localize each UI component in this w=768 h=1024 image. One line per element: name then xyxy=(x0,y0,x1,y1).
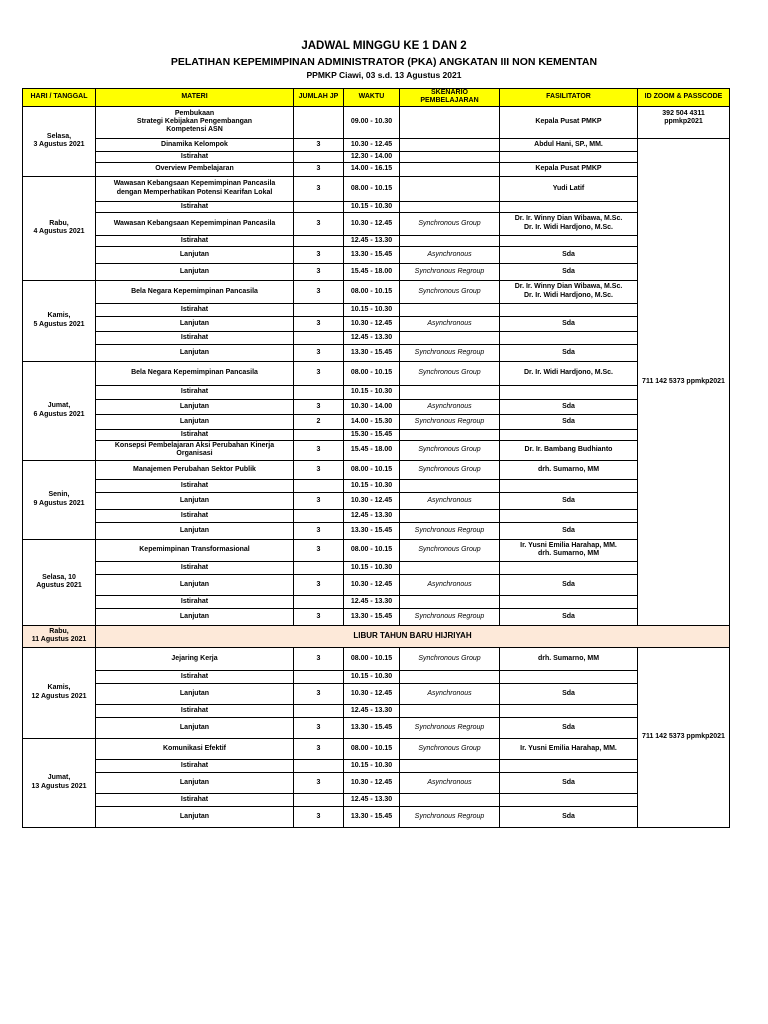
jp-cell xyxy=(294,561,344,574)
document-subtitle: PELATIHAN KEPEMIMPINAN ADMINISTRATOR (PKA) ANGKATAN III NON KEMENTAN xyxy=(170,56,598,68)
materi-cell: Lanjutan xyxy=(96,806,294,827)
materi-cell: Istirahat xyxy=(96,201,294,212)
materi-cell: Lanjutan xyxy=(96,414,294,429)
materi-cell: Manajemen Perubahan Sektor Publik xyxy=(96,460,294,479)
waktu-cell: 10.30 - 12.45 xyxy=(344,683,400,704)
waktu-cell: 14.00 - 16.15 xyxy=(344,162,400,176)
table-row xyxy=(23,806,730,827)
materi-cell: Istirahat xyxy=(96,793,294,806)
jp-cell: 3 xyxy=(294,574,344,595)
fasilitator-cell xyxy=(500,793,638,806)
jp-cell xyxy=(294,303,344,316)
materi-cell: Lanjutan xyxy=(96,246,294,263)
skenario-cell xyxy=(400,704,500,717)
waktu-cell: 12.45 - 13.30 xyxy=(344,331,400,344)
jp-cell xyxy=(294,670,344,683)
fasilitator-cell: Sda xyxy=(500,683,638,704)
fasilitator-cell xyxy=(500,595,638,608)
jp-cell: 3 xyxy=(294,280,344,303)
skenario-cell: Synchronous Group xyxy=(400,539,500,561)
skenario-cell: Synchronous Regroup xyxy=(400,263,500,280)
waktu-cell: 08.00 - 10.15 xyxy=(344,738,400,759)
jp-cell xyxy=(294,106,344,138)
skenario-cell xyxy=(400,385,500,399)
day-cell xyxy=(23,539,96,625)
skenario-cell: Asynchronous xyxy=(400,574,500,595)
day-date: 6 Agustus 2021 xyxy=(33,410,85,418)
materi-cell: Istirahat xyxy=(96,151,294,162)
jp-cell: 3 xyxy=(294,460,344,479)
fasilitator-cell: Sda xyxy=(500,492,638,509)
waktu-cell: 14.00 - 15.30 xyxy=(344,414,400,429)
jp-cell: 3 xyxy=(294,492,344,509)
table-row xyxy=(23,492,730,509)
col-header-jp: JUMLAH JP xyxy=(294,89,344,107)
table-row xyxy=(23,479,730,492)
table-row xyxy=(23,574,730,595)
waktu-cell: 13.30 - 15.45 xyxy=(344,344,400,361)
fasilitator-cell: drh. Sumarno, MM xyxy=(500,460,638,479)
zoom-cell-merged: 711 142 5373 ppmkp2021 xyxy=(638,647,730,827)
skenario-cell: Synchronous Regroup xyxy=(400,414,500,429)
day-cell xyxy=(23,625,96,647)
waktu-cell: 08.00 - 10.15 xyxy=(344,361,400,385)
materi-cell: Konsepsi Pembelajaran Aksi Perubahan Kinerja Organisasi xyxy=(96,440,294,460)
skenario-cell xyxy=(400,509,500,522)
materi-cell: Dinamika Kelompok xyxy=(96,138,294,151)
col-header-zoom: ID ZOOM & PASSCODE xyxy=(638,89,730,107)
fasilitator-cell: Sda xyxy=(500,574,638,595)
fasilitator-cell: Sda xyxy=(500,522,638,539)
table-row xyxy=(23,151,730,162)
jp-cell: 3 xyxy=(294,440,344,460)
materi-cell: Istirahat xyxy=(96,759,294,772)
fasilitator-cell xyxy=(500,759,638,772)
day-name: Senin, xyxy=(48,491,70,499)
waktu-cell: 10.15 - 10.30 xyxy=(344,201,400,212)
skenario-cell: Synchronous Group xyxy=(400,460,500,479)
table-row xyxy=(23,331,730,344)
fasilitator-cell: Ir. Yusni Emilia Harahap, MM. drh. Sumarno, MM xyxy=(500,539,638,561)
day-name: Selasa, xyxy=(46,132,72,140)
document-location: PPMKP Ciawi, 03 s.d. 13 Agustus 2021 xyxy=(306,70,462,80)
table-row xyxy=(23,772,730,793)
waktu-cell: 12.45 - 13.30 xyxy=(344,235,400,246)
skenario-cell: Asynchronous xyxy=(400,246,500,263)
waktu-cell: 08.00 - 10.15 xyxy=(344,647,400,670)
table-row xyxy=(23,595,730,608)
materi-cell: Istirahat xyxy=(96,595,294,608)
day-name: Selasa, 10 xyxy=(42,573,76,581)
waktu-cell: 10.15 - 10.30 xyxy=(344,303,400,316)
day-name: Jumat, xyxy=(47,774,71,782)
skenario-cell: Synchronous Group xyxy=(400,647,500,670)
materi-cell: Pembukaan Strategi Kebijakan Pengembangan Kompetensi ASN xyxy=(96,106,294,138)
jp-cell: 3 xyxy=(294,608,344,625)
jp-cell xyxy=(294,793,344,806)
materi-cell: Istirahat xyxy=(96,704,294,717)
jp-cell: 3 xyxy=(294,316,344,331)
table-row xyxy=(23,460,730,479)
jp-cell: 3 xyxy=(294,806,344,827)
jp-cell: 3 xyxy=(294,717,344,738)
skenario-cell: Asynchronous xyxy=(400,316,500,331)
skenario-cell xyxy=(400,561,500,574)
day-name: Rabu, xyxy=(49,627,69,635)
waktu-cell: 15.30 - 15.45 xyxy=(344,429,400,440)
skenario-cell xyxy=(400,151,500,162)
fasilitator-cell: Sda xyxy=(500,608,638,625)
fasilitator-cell xyxy=(500,303,638,316)
jp-cell xyxy=(294,429,344,440)
table-row xyxy=(23,176,730,201)
materi-cell: Istirahat xyxy=(96,561,294,574)
zoom-passcode: ppmkp2021 xyxy=(664,118,703,126)
materi-cell: Overview Pembelajaran xyxy=(96,162,294,176)
skenario-cell xyxy=(400,201,500,212)
skenario-cell xyxy=(400,595,500,608)
skenario-cell: Synchronous Group xyxy=(400,361,500,385)
day-date: 9 Agustus 2021 xyxy=(33,499,85,507)
waktu-cell: 12.45 - 13.30 xyxy=(344,509,400,522)
col-header-waktu: WAKTU xyxy=(344,89,400,107)
materi-cell: Lanjutan xyxy=(96,344,294,361)
jp-cell: 3 xyxy=(294,344,344,361)
fasilitator-cell: Sda xyxy=(500,772,638,793)
jp-cell xyxy=(294,704,344,717)
materi-cell: Lanjutan xyxy=(96,399,294,414)
fasilitator-cell: Ir. Yusni Emilia Harahap, MM. xyxy=(500,738,638,759)
fasilitator-cell xyxy=(500,429,638,440)
day-cell xyxy=(23,361,96,460)
skenario-cell: Asynchronous xyxy=(400,683,500,704)
fasilitator-cell: Sda xyxy=(500,806,638,827)
skenario-cell xyxy=(400,176,500,201)
waktu-cell: 15.45 - 18.00 xyxy=(344,263,400,280)
jp-cell: 2 xyxy=(294,414,344,429)
jp-cell: 3 xyxy=(294,399,344,414)
materi-cell: Istirahat xyxy=(96,429,294,440)
document-title: JADWAL MINGGU KE 1 DAN 2 xyxy=(301,40,467,52)
fasilitator-cell: Abdul Hani, SP., MM. xyxy=(500,138,638,151)
skenario-cell xyxy=(400,429,500,440)
materi-cell: Lanjutan xyxy=(96,263,294,280)
schedule-table xyxy=(22,88,730,828)
table-row xyxy=(23,385,730,399)
waktu-cell: 13.30 - 15.45 xyxy=(344,608,400,625)
table-row xyxy=(23,414,730,429)
jp-cell: 3 xyxy=(294,263,344,280)
materi-cell: Wawasan Kebangsaan Kepemimpinan Pancasila dengan Memperhatikan Potensi Kearifan Lokal xyxy=(96,176,294,201)
skenario-cell: Asynchronous xyxy=(400,772,500,793)
waktu-cell: 10.30 - 12.45 xyxy=(344,574,400,595)
col-header-hari: HARI / TANGGAL xyxy=(23,89,96,107)
jp-cell xyxy=(294,151,344,162)
waktu-cell: 13.30 - 15.45 xyxy=(344,717,400,738)
fasilitator-cell: Dr. Ir. Winny Dian Wibawa, M.Sc. Dr. Ir. Widi Hardjono, M.Sc. xyxy=(500,280,638,303)
skenario-cell xyxy=(400,106,500,138)
zoom-cell-merged: 711 142 5373 ppmkp2021 xyxy=(638,138,730,625)
table-row xyxy=(23,212,730,235)
jp-cell xyxy=(294,331,344,344)
jp-cell: 3 xyxy=(294,138,344,151)
jp-cell: 3 xyxy=(294,522,344,539)
day-date: Agustus 2021 xyxy=(36,582,82,590)
jp-cell: 3 xyxy=(294,772,344,793)
waktu-cell: 10.30 - 12.45 xyxy=(344,316,400,331)
table-row xyxy=(23,138,730,151)
table-row xyxy=(23,316,730,331)
skenario-cell: Asynchronous xyxy=(400,399,500,414)
jp-cell: 3 xyxy=(294,246,344,263)
skenario-cell xyxy=(400,303,500,316)
materi-cell: Istirahat xyxy=(96,303,294,316)
fasilitator-cell xyxy=(500,704,638,717)
fasilitator-cell: Dr. Ir. Bambang Budhianto xyxy=(500,440,638,460)
fasilitator-cell xyxy=(500,235,638,246)
jp-cell xyxy=(294,235,344,246)
materi-cell: Lanjutan xyxy=(96,316,294,331)
fasilitator-cell xyxy=(500,509,638,522)
day-name: Rabu, xyxy=(49,219,69,227)
fasilitator-cell: Dr. Ir. Widi Hardjono, M.Sc. xyxy=(500,361,638,385)
table-row xyxy=(23,201,730,212)
fasilitator-cell xyxy=(500,561,638,574)
table-row xyxy=(23,759,730,772)
skenario-cell xyxy=(400,162,500,176)
jp-cell: 3 xyxy=(294,738,344,759)
day-name: Jumat, xyxy=(47,402,71,410)
fasilitator-cell: Sda xyxy=(500,717,638,738)
materi-cell: Bela Negara Kepemimpinan Pancasila xyxy=(96,361,294,385)
waktu-cell: 12.45 - 13.30 xyxy=(344,793,400,806)
waktu-cell: 10.15 - 10.30 xyxy=(344,670,400,683)
table-row xyxy=(23,361,730,385)
skenario-cell: Asynchronous xyxy=(400,492,500,509)
jp-cell: 3 xyxy=(294,162,344,176)
table-row xyxy=(23,793,730,806)
jp-cell: 3 xyxy=(294,647,344,670)
waktu-cell: 08.00 - 10.15 xyxy=(344,539,400,561)
table-row xyxy=(23,303,730,316)
materi-cell: Lanjutan xyxy=(96,522,294,539)
jp-cell xyxy=(294,479,344,492)
jp-cell: 3 xyxy=(294,176,344,201)
skenario-cell: Synchronous Group xyxy=(400,440,500,460)
waktu-cell: 08.00 - 10.15 xyxy=(344,280,400,303)
materi-cell: Istirahat xyxy=(96,479,294,492)
fasilitator-cell xyxy=(500,670,638,683)
jp-cell xyxy=(294,595,344,608)
waktu-cell: 13.30 - 15.45 xyxy=(344,522,400,539)
waktu-cell: 10.30 - 12.45 xyxy=(344,212,400,235)
skenario-cell xyxy=(400,793,500,806)
holiday-label: LIBUR TAHUN BARU HIJRIYAH xyxy=(96,625,730,647)
fasilitator-cell: Yudi Latif xyxy=(500,176,638,201)
fasilitator-cell xyxy=(500,201,638,212)
day-cell xyxy=(23,460,96,539)
waktu-cell: 13.30 - 15.45 xyxy=(344,246,400,263)
materi-cell: Lanjutan xyxy=(96,683,294,704)
table-row xyxy=(23,162,730,176)
day-date: 11 Agustus 2021 xyxy=(31,636,87,644)
table-row xyxy=(23,235,730,246)
materi-cell: Bela Negara Kepemimpinan Pancasila xyxy=(96,280,294,303)
table-row xyxy=(23,608,730,625)
skenario-cell: Synchronous Group xyxy=(400,212,500,235)
table-row xyxy=(23,522,730,539)
waktu-cell: 10.30 - 14.00 xyxy=(344,399,400,414)
materi-cell: Lanjutan xyxy=(96,574,294,595)
table-row xyxy=(23,344,730,361)
waktu-cell: 09.00 - 10.30 xyxy=(344,106,400,138)
holiday-row xyxy=(23,625,730,647)
day-date: 3 Agustus 2021 xyxy=(33,141,85,149)
fasilitator-cell: Dr. Ir. Winny Dian Wibawa, M.Sc. Dr. Ir. Widi Hardjono, M.Sc. xyxy=(500,212,638,235)
zoom-id: 392 504 4311 xyxy=(662,109,705,117)
waktu-cell: 10.30 - 12.45 xyxy=(344,138,400,151)
skenario-cell xyxy=(400,235,500,246)
day-cell xyxy=(23,176,96,280)
fasilitator-cell: Sda xyxy=(500,414,638,429)
table-row xyxy=(23,246,730,263)
materi-cell: Istirahat xyxy=(96,509,294,522)
col-header-materi: MATERI xyxy=(96,89,294,107)
skenario-cell xyxy=(400,759,500,772)
jp-cell: 3 xyxy=(294,361,344,385)
fasilitator-cell xyxy=(500,385,638,399)
table-row xyxy=(23,539,730,561)
waktu-cell: 10.15 - 10.30 xyxy=(344,479,400,492)
waktu-cell: 10.15 - 10.30 xyxy=(344,561,400,574)
fasilitator-cell: Kepala Pusat PMKP xyxy=(500,162,638,176)
materi-cell: Jejaring Kerja xyxy=(96,647,294,670)
zoom-cell xyxy=(638,106,730,138)
materi-cell: Lanjutan xyxy=(96,608,294,625)
table-row xyxy=(23,717,730,738)
fasilitator-cell: Kepala Pusat PMKP xyxy=(500,106,638,138)
fasilitator-cell: Sda xyxy=(500,344,638,361)
jp-cell: 3 xyxy=(294,212,344,235)
table-row xyxy=(23,263,730,280)
waktu-cell: 08.00 - 10.15 xyxy=(344,176,400,201)
waktu-cell: 10.15 - 10.30 xyxy=(344,759,400,772)
table-row xyxy=(23,561,730,574)
day-date: 4 Agustus 2021 xyxy=(33,228,85,236)
fasilitator-cell: Sda xyxy=(500,263,638,280)
col-header-fasilitator: FASILITATOR xyxy=(500,89,638,107)
fasilitator-cell xyxy=(500,331,638,344)
table-row xyxy=(23,106,730,138)
materi-cell: Lanjutan xyxy=(96,717,294,738)
waktu-cell: 10.30 - 12.45 xyxy=(344,492,400,509)
fasilitator-cell xyxy=(500,151,638,162)
skenario-cell xyxy=(400,479,500,492)
jp-cell xyxy=(294,385,344,399)
waktu-cell: 10.15 - 10.30 xyxy=(344,385,400,399)
materi-cell: Istirahat xyxy=(96,331,294,344)
waktu-cell: 15.45 - 18.00 xyxy=(344,440,400,460)
materi-cell: Lanjutan xyxy=(96,492,294,509)
skenario-cell xyxy=(400,138,500,151)
fasilitator-cell: drh. Sumarno, MM xyxy=(500,647,638,670)
table-row xyxy=(23,670,730,683)
day-cell xyxy=(23,738,96,827)
skenario-cell xyxy=(400,670,500,683)
table-row xyxy=(23,280,730,303)
skenario-cell: Synchronous Regroup xyxy=(400,717,500,738)
materi-cell: Kepemimpinan Transformasional xyxy=(96,539,294,561)
skenario-cell: Synchronous Regroup xyxy=(400,806,500,827)
materi-cell: Istirahat xyxy=(96,385,294,399)
day-name: Kamis, xyxy=(47,684,71,692)
materi-cell: Wawasan Kebangsaan Kepemimpinan Pancasila xyxy=(96,212,294,235)
day-cell xyxy=(23,106,96,176)
skenario-cell: Synchronous Group xyxy=(400,280,500,303)
waktu-cell: 12.45 - 13.30 xyxy=(344,704,400,717)
skenario-cell: Synchronous Group xyxy=(400,738,500,759)
jp-cell: 3 xyxy=(294,683,344,704)
materi-cell: Komunikasi Efektif xyxy=(96,738,294,759)
waktu-cell: 08.00 - 10.15 xyxy=(344,460,400,479)
table-row xyxy=(23,647,730,670)
table-row xyxy=(23,509,730,522)
day-cell xyxy=(23,280,96,361)
waktu-cell: 12.45 - 13.30 xyxy=(344,595,400,608)
waktu-cell: 10.30 - 12.45 xyxy=(344,772,400,793)
jp-cell xyxy=(294,201,344,212)
jp-cell xyxy=(294,509,344,522)
fasilitator-cell: Sda xyxy=(500,246,638,263)
day-date: 13 Agustus 2021 xyxy=(31,782,87,790)
day-date: 12 Agustus 2021 xyxy=(31,692,87,700)
skenario-cell: Synchronous Regroup xyxy=(400,344,500,361)
table-row xyxy=(23,683,730,704)
col-header-skenario: SKENARIO PEMBELAJARAN xyxy=(400,89,500,107)
day-name: Kamis, xyxy=(47,312,71,320)
skenario-cell: Synchronous Regroup xyxy=(400,522,500,539)
jp-cell xyxy=(294,759,344,772)
table-row xyxy=(23,440,730,460)
fasilitator-cell xyxy=(500,479,638,492)
day-date: 5 Agustus 2021 xyxy=(33,320,85,328)
table-row xyxy=(23,429,730,440)
materi-cell: Lanjutan xyxy=(96,772,294,793)
skenario-cell xyxy=(400,331,500,344)
skenario-cell: Synchronous Regroup xyxy=(400,608,500,625)
waktu-cell: 13.30 - 15.45 xyxy=(344,806,400,827)
jp-cell: 3 xyxy=(294,539,344,561)
table-row xyxy=(23,738,730,759)
materi-cell: Istirahat xyxy=(96,670,294,683)
day-cell xyxy=(23,647,96,738)
fasilitator-cell: Sda xyxy=(500,399,638,414)
waktu-cell: 12.30 - 14.00 xyxy=(344,151,400,162)
header-row xyxy=(23,89,730,107)
fasilitator-cell: Sda xyxy=(500,316,638,331)
table-row xyxy=(23,399,730,414)
materi-cell: Istirahat xyxy=(96,235,294,246)
table-row xyxy=(23,704,730,717)
